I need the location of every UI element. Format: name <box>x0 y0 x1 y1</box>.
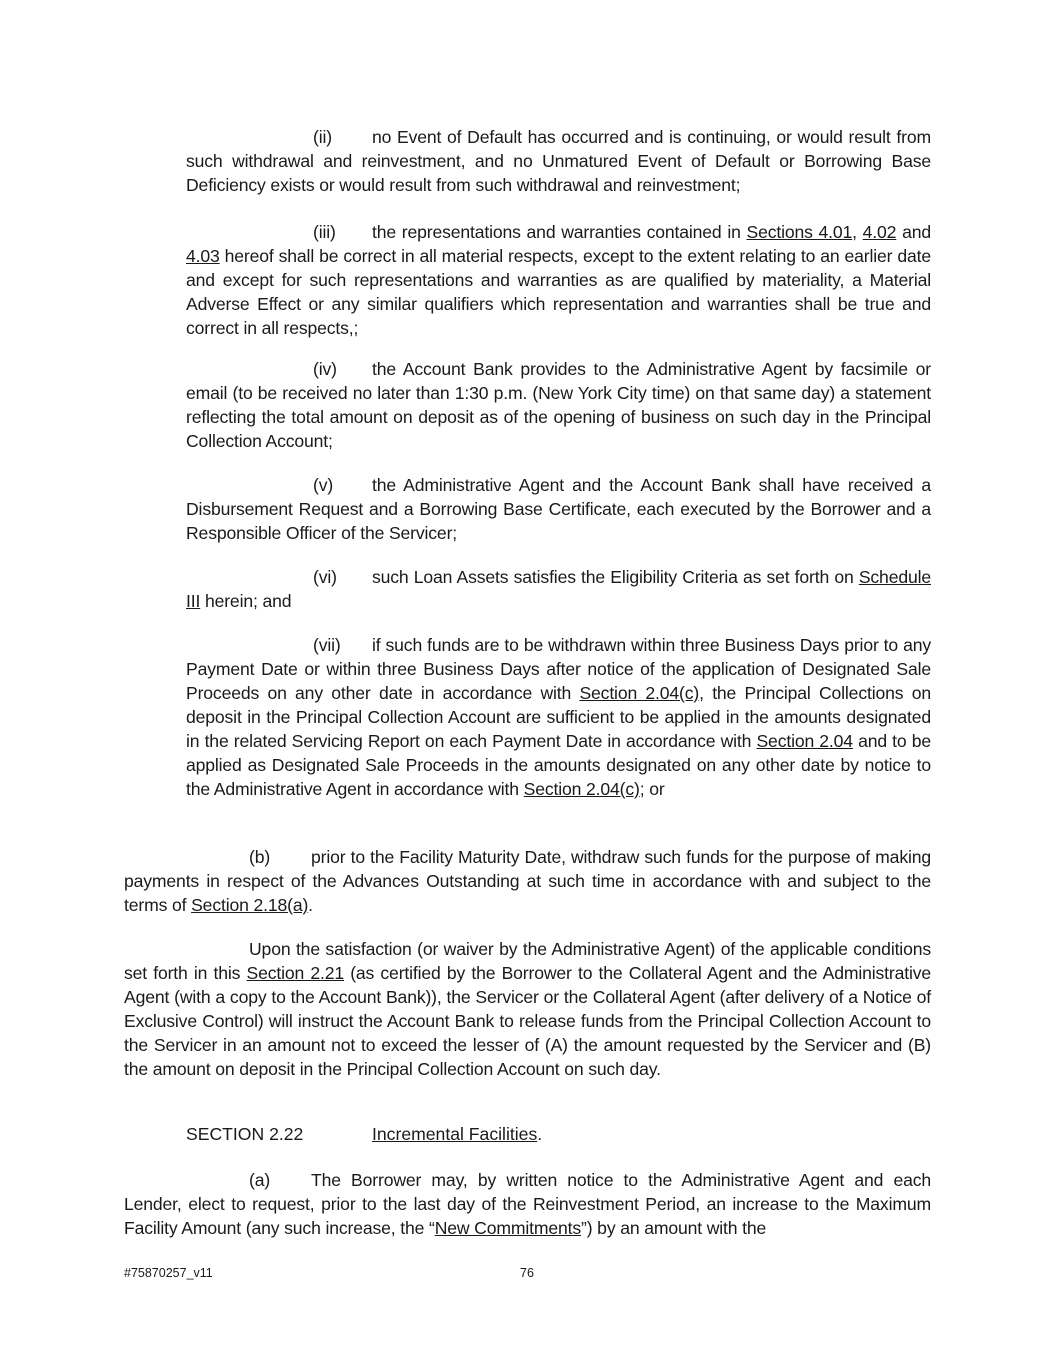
paragraph <box>124 1168 931 1240</box>
paragraph-text: and <box>896 222 931 242</box>
cross-reference: Section 2.04(c) <box>523 779 640 799</box>
paragraph-text: such Loan Assets satisfies the Eligibility Criteria as set forth on <box>372 567 859 587</box>
paragraph-text: no Event of Default has occurred and is continuing, or would result from such withdrawal and reinvestment, and no Unmatured Event of Default or Borrowing Base Deficiency exists or would result from such withdrawal and reinvestment; <box>186 127 931 195</box>
paragraph-text: the Administrative Agent and the Account Bank shall have received a Disbursement Request and a Borrowing Base Certificate, each executed by the Borrower and a Responsible Officer of the Servicer; <box>186 475 931 543</box>
paragraph <box>124 937 931 1081</box>
section-title: Incremental Facilities <box>372 1124 538 1144</box>
paragraph-label: (v) <box>313 475 334 495</box>
paragraph-text: The Borrower may, by written notice to the Administrative Agent and each Lender, elect to request, prior to the last day of the Reinvestment Period, an increase to the Maximum Facility Amount (any such increase, the “ <box>124 1170 931 1238</box>
paragraph <box>124 845 931 917</box>
paragraph <box>186 565 931 613</box>
section-number: SECTION 2.22 <box>186 1124 304 1144</box>
cross-reference: Section 2.04 <box>756 731 853 751</box>
paragraph-text: ; or <box>639 779 665 799</box>
cross-reference: Section 2.21 <box>246 963 344 983</box>
paragraph-label: (b) <box>249 847 271 867</box>
paragraph-label: (iv) <box>313 359 337 379</box>
paragraph <box>186 473 931 545</box>
paragraph-label: (iii) <box>313 222 336 242</box>
cross-reference: New Commitments <box>434 1218 582 1238</box>
paragraph-text: , <box>852 222 863 242</box>
cross-reference: 4.02 <box>862 222 897 242</box>
paragraph-text: herein; and <box>200 591 292 611</box>
paragraph-label: (a) <box>249 1170 271 1190</box>
paragraph-text: the representations and warranties contained in <box>372 222 747 242</box>
cross-reference: Section 2.04(c) <box>579 683 700 703</box>
footer-page-number: 76 <box>520 1266 534 1280</box>
paragraph-text: (as certified by the Borrower to the Collateral Agent and the Administrative Agent (with a copy to the Account Bank)), the Servicer or the Collateral Agent (after delivery of a Notice of Exclusive Control) will instruct the Account Bank to release funds from the Principal Collection Account to the Servicer in an amount not to exceed the lesser of (A) the amount requested by the Servicer and (B) the amount on deposit in the Principal Collection Account on such day. <box>124 963 932 1079</box>
paragraph-text: hereof shall be correct in all material respects, except to the extent relating to an earlier date and except for such representations and warranties as are qualified by materiality, a Material Adverse Effect or any similar qualifiers which representation and warranties shall be true and correct in all respects,; <box>186 246 931 338</box>
cross-reference: 4.03 <box>186 246 220 266</box>
paragraph-label: (ii) <box>313 127 332 147</box>
section-title-period: . <box>537 1124 543 1144</box>
paragraph-text: , the Principal Collections on deposit in the Principal Collection Account are sufficient to be applied in the amounts designated in the related Servicing Report on each Payment Date in accordance with <box>186 683 931 751</box>
paragraph <box>186 125 931 197</box>
paragraph-label: (vi) <box>313 567 337 587</box>
paragraph <box>186 357 931 453</box>
cross-reference: Schedule III <box>186 567 931 611</box>
paragraph-text: and to be applied as Designated Sale Proceeds in the amounts designated on any other date by notice to the Administrative Agent in accordance with <box>186 731 931 799</box>
paragraph-text: ”) by an amount with the <box>581 1218 767 1238</box>
footer-doc-id: #75870257_v11 <box>124 1266 213 1280</box>
paragraph <box>186 220 931 340</box>
paragraph-text: Upon the satisfaction (or waiver by the Administrative Agent) of the applicable conditions set forth in this <box>124 939 931 983</box>
cross-reference: Sections 4.01 <box>746 222 853 242</box>
paragraph-text: . <box>308 895 313 915</box>
paragraph-text: prior to the Facility Maturity Date, withdraw such funds for the purpose of making payments in respect of the Advances Outstanding at such time in accordance with and subject to the terms of <box>124 847 931 915</box>
paragraph-label: (vii) <box>313 635 341 655</box>
cross-reference: Section 2.18(a) <box>191 895 309 915</box>
paragraph-text: the Account Bank provides to the Administrative Agent by facsimile or email (to be received no later than 1:30 p.m. (New York City time) on that same day) a statement reflecting the total amount on deposit as of the opening of business on such day in the Principal Collection Account; <box>186 359 931 451</box>
paragraph <box>186 633 931 801</box>
paragraph-text: if such funds are to be withdrawn within three Business Days prior to any Payment Date or within three Business Days after notice of the application of Designated Sale Proceeds on any other date in accordance with <box>186 635 931 703</box>
section-heading <box>186 1122 542 1146</box>
